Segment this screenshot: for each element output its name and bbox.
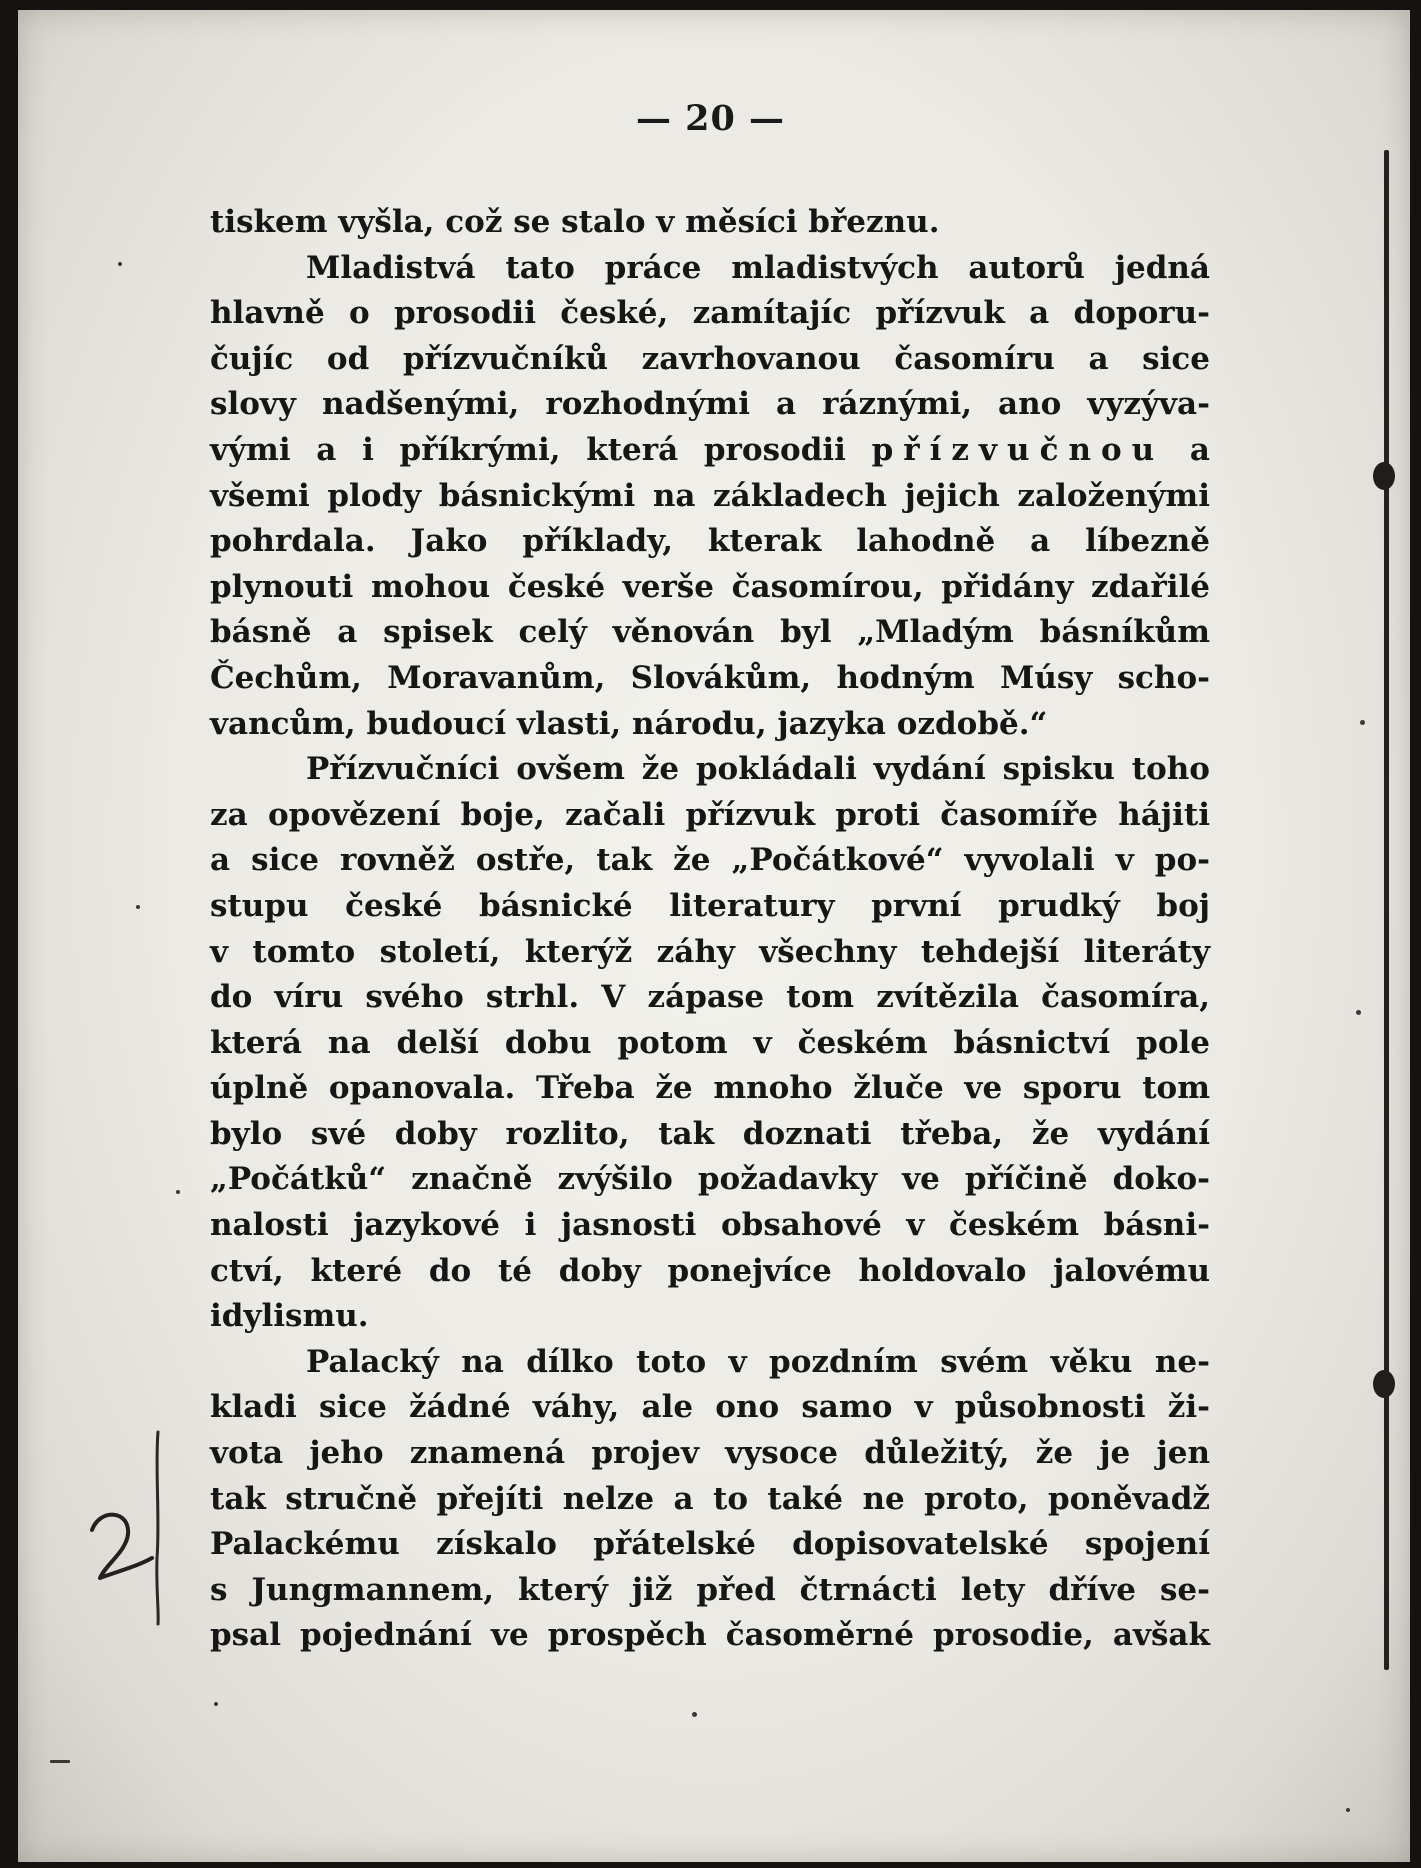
text-line: pohrdala. Jako příklady, kterak lahodně a líbezně (210, 523, 1210, 560)
scan-speck (176, 1190, 180, 1194)
text-line: Palackému získalo přátelské dopisovatelské spojení (210, 1526, 1210, 1563)
scan-speck (50, 1760, 70, 1763)
scan-speck (692, 1712, 697, 1717)
text-line: Čechům, Moravanům, Slovákům, hodným Músy scho- (210, 659, 1210, 696)
scan-speck (214, 1702, 218, 1706)
text-line: v tomto století, kterýž záhy všechny tehdejší literáty (210, 933, 1210, 970)
text-line: čujíc od přízvučníků zavrhovanou časomíru a sice (210, 340, 1210, 377)
handwritten-number-2 (82, 1500, 162, 1590)
text-line: všemi plody básnickými na základech jejich založenými (210, 477, 1210, 514)
text-line: stupu české básnické literatury první prudký boj (210, 887, 1210, 924)
text-line: hlavně o prosodii české, zamítajíc přízvuk a doporu- (210, 295, 1210, 332)
scan-speck (118, 262, 122, 266)
text-line: Palacký na dílko toto v pozdním svém věku ne- (306, 1343, 1210, 1380)
text-line: kladi sice žádné váhy, ale ono samo v působnosti ži- (210, 1389, 1210, 1426)
page-number: — 20 — (635, 98, 786, 139)
text-fragment: a (1164, 431, 1210, 468)
text-line: idylismu. (210, 1298, 369, 1335)
scan-speck (136, 905, 140, 909)
scan-speck (1346, 1808, 1350, 1812)
text-line: do víru svého strhl. V zápase tom zvítězila časomíra, (210, 979, 1210, 1016)
text-line: úplně opanovala. Třeba že mnoho žluče ve sporu tom (210, 1070, 1210, 1107)
spaced-emphasis-word: přízvučnou (871, 431, 1165, 468)
text-line: vota jeho znamená projev vysoce důležitý, že je jen (210, 1435, 1210, 1472)
scan-speck (1360, 720, 1365, 725)
text-line: „Počátků“ značně zvýšilo požadavky ve příčině doko- (210, 1161, 1210, 1198)
text-line: ctví, které do té doby ponejvíce holdovalo jalovému (210, 1252, 1210, 1289)
text-line: tak stručně přejíti nelze a to také ne proto, poněvadž (210, 1480, 1210, 1517)
text-line: slovy nadšenými, rozhodnými a ráznými, ano vyzýva- (210, 386, 1210, 423)
scan-speck (1356, 1010, 1361, 1015)
text-line: Přízvučníci ovšem že pokládali vydání spisku toho (306, 751, 1210, 788)
text-line: s Jungmannem, který již před čtrnácti lety dříve se- (210, 1571, 1210, 1608)
binding-mark (1373, 1370, 1395, 1398)
text-line: psal pojednání ve prospěch časoměrné prosodie, avšak (210, 1617, 1210, 1654)
body-text (210, 200, 1210, 1659)
text-line-with-spaced-word (210, 428, 1210, 474)
text-line: za opovězení boje, začali přízvuk proti časomíře hájiti (210, 796, 1210, 833)
binding-mark (1373, 462, 1395, 490)
text-line: Mladistvá tato práce mladistvých autorů jedná (306, 249, 1210, 286)
page-spine-edge (1384, 150, 1389, 1670)
text-fragment: vými a i příkrými, která prosodii (210, 431, 872, 468)
text-line: která na delší dobu potom v českém básnictví pole (210, 1024, 1210, 1061)
text-line: básně a spisek celý věnován byl „Mladým básníkům (210, 614, 1210, 651)
text-line: vancům, budoucí vlasti, národu, jazyka ozdobě.“ (210, 705, 1048, 742)
text-line: a sice rovněž ostře, tak že „Počátkové“ vyvolali v po- (210, 842, 1210, 879)
text-line: plynouti mohou české verše časomírou, přidány zdařilé (210, 568, 1210, 605)
text-line: nalosti jazykové i jasnosti obsahové v českém básni- (210, 1207, 1210, 1244)
text-line: bylo své doby rozlito, tak doznati třeba, že vydání (210, 1115, 1210, 1152)
text-line: tiskem vyšla, což se stalo v měsíci březnu. (210, 204, 940, 240)
